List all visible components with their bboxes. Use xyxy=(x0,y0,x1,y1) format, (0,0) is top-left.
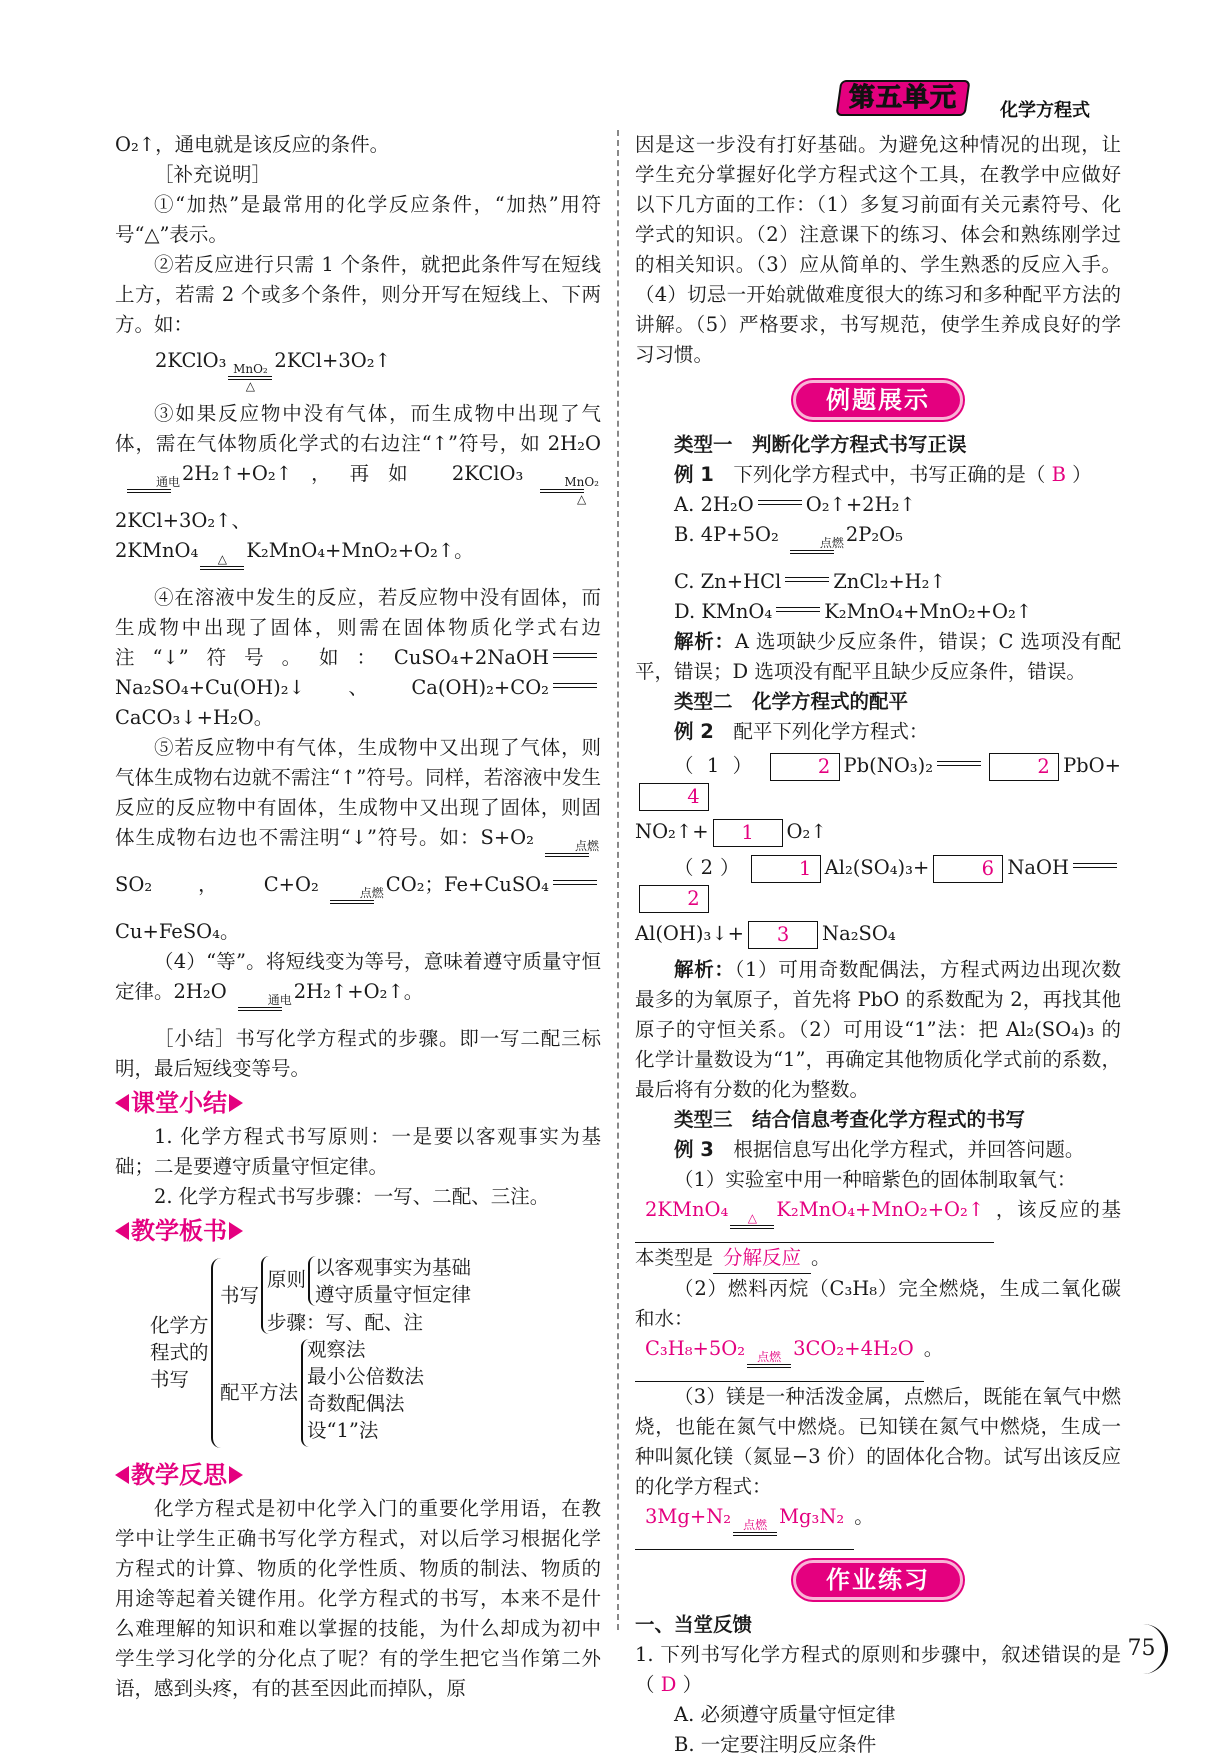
board-principle: 原则 xyxy=(267,1268,307,1291)
type-heading: 类型三 结合信息考查化学方程式的书写 xyxy=(674,1108,1026,1131)
text: Na₂SO₄+Cu(OH)₂↓、Ca(OH)₂+CO₂ xyxy=(115,676,549,699)
option: B. 一定要注明反应条件 xyxy=(674,1733,877,1756)
answer: D xyxy=(660,1673,677,1696)
text: 配平下列化学方程式： xyxy=(733,720,929,743)
reaction-condition: 点燃 xyxy=(733,1519,777,1549)
example-label: 例 3 xyxy=(674,1138,714,1161)
section-heading xyxy=(115,1458,601,1492)
text: 2H₂↑+O₂↑。 xyxy=(293,980,424,1003)
paragraph: O₂↑，通电就是该反应的条件。 xyxy=(115,133,390,156)
page-number: 75 xyxy=(1118,1624,1168,1674)
balance-line: （1） 2 Pb(NO₃)₂ 2 PbO+4 xyxy=(635,751,1121,811)
text: Cu+FeSO₄。 xyxy=(115,920,240,943)
unit-title: 化学方程式 xyxy=(1000,100,1090,121)
homework-heading: 一、当堂反馈 xyxy=(635,1613,753,1636)
example xyxy=(635,460,1121,490)
cond-top: MnO₂ xyxy=(233,362,268,376)
paragraph xyxy=(115,583,601,733)
text: ⑤若反应物中有气体，生成物中又出现了气体，则气体生成物右边就不需注“↑”符号。同样，若溶液中发生反应的反应物中有固体，生成物中又出现了固体，则固体生成物右边也不需注明“↓”符号。如：S+O₂ xyxy=(115,736,601,849)
section-heading xyxy=(115,1214,601,1248)
answer-box: 1 xyxy=(713,819,783,847)
answer-box: 2 xyxy=(639,885,709,913)
equation xyxy=(115,346,601,393)
eq-reactant: 2KClO₃ xyxy=(155,349,227,372)
balance-line: NO₂↑+ 1 O₂↑ xyxy=(635,817,1121,847)
answer-box: 2 xyxy=(989,753,1059,781)
reaction-condition xyxy=(229,994,292,1024)
reaction-condition xyxy=(321,887,384,917)
unit-badge xyxy=(835,80,970,116)
cond-top: 点燃 xyxy=(574,839,599,853)
paragraph: ②若反应进行只需 1 个条件，就把此条件写在短线上方，若需 2 个或多个条件，则分开写在短线上、下两方。如： xyxy=(115,253,601,336)
answer-line: 2KMnO₄ △ K₂MnO₄+MnO₂+O₂↑ ，该反应的基本类型是 分解反应 。 xyxy=(635,1195,1121,1274)
text: CaCO₃↓+H₂O。 xyxy=(115,706,274,729)
option: A. 2H₂O O₂↑+2H₂↑ xyxy=(674,493,916,516)
paragraph xyxy=(115,536,601,583)
cond-bottom: △ xyxy=(577,492,587,506)
answer-line: C₃H₈+5O₂ 点燃 3CO₂+4H₂O 。 xyxy=(635,1334,1121,1382)
text: CO₂；Fe+CuSO₄ xyxy=(385,873,549,896)
text: 2KMnO₄ xyxy=(115,539,199,562)
answer-equation: 3Mg+N₂ 点燃 Mg₃N₂ xyxy=(635,1502,854,1550)
reaction-condition: 点燃 xyxy=(747,1351,791,1381)
paragraph: 1. 化学方程式书写原则：一是要以客观事实为基础；二是要遵守质量守恒定律。 xyxy=(115,1125,601,1178)
question: （1）实验室中用一种暗紫色的固体制取氧气： xyxy=(674,1168,1077,1191)
supplement-label: ［补充说明］ xyxy=(154,163,272,186)
analysis-label: 解析： xyxy=(674,630,735,653)
reaction-condition xyxy=(525,476,599,506)
paragraph: ①“加热”是最常用的化学反应条件，“加热”用符号“△”表示。 xyxy=(115,193,601,246)
board-outline xyxy=(115,1254,601,1454)
paragraph: 化学方程式是初中化学入门的重要化学用语，在教学中让学生正确书写化学方程式，对以后学习根据化学方程式的计算、物质的化学性质、物质的制法、物质的用途等起着关键作用。化学方程式的书写，本来不是什么难理解的知识和难以掌握的技能，为什么却成为初中学生学习化学的分化点了呢？有的学生把它当作第二外语，感到头疼，有的甚至因此而掉队，原 xyxy=(115,1497,601,1700)
example xyxy=(635,717,1121,747)
option: D. KMnO₄ K₂MnO₄+MnO₂+O₂↑ xyxy=(674,600,1033,623)
answer-line: 3Mg+N₂ 点燃 Mg₃N₂ 。 xyxy=(635,1502,1121,1550)
text: 2KCl+3O₂↑、 xyxy=(115,509,251,532)
example-label: 例 2 xyxy=(674,720,714,743)
type-heading: 类型一 判断化学方程式书写正误 xyxy=(674,433,967,456)
board-balance: 配平方法 xyxy=(220,1381,299,1404)
paragraph xyxy=(115,733,601,947)
section-title: 教学板书 xyxy=(131,1217,227,1245)
text: ③如果反应物中没有气体，而生成物中出现了气体，需在气体物质化学式的右边注“↑”符号，如 2H₂O xyxy=(115,402,601,455)
section-heading xyxy=(115,1086,601,1120)
equal-sign xyxy=(785,577,829,582)
analysis xyxy=(635,627,1121,687)
board-write: 书写 xyxy=(220,1284,260,1307)
text: ） xyxy=(1072,463,1092,486)
text: SO₂，C+O₂ xyxy=(115,873,319,896)
balance-line: （2） 1 Al₂(SO₄)₃+ 6 NaOH2 xyxy=(635,853,1121,913)
right-column xyxy=(635,130,1121,1760)
option: B. 4P+5O₂ 点燃 2P₂O₅ xyxy=(635,520,1121,567)
paragraph xyxy=(115,399,601,536)
paragraph xyxy=(115,947,601,1024)
column-divider xyxy=(617,130,619,1630)
paragraph: 2. 化学方程式书写步骤：一写、二配、三注。 xyxy=(154,1185,550,1208)
question: （3）镁是一种活泼金属，点燃后，既能在氧气中燃烧，也能在氮气中燃烧。已知镁在氮气中燃烧，生成一种叫氮化镁（氮显−3 价）的固体化合物。试写出该反应的化学方程式： xyxy=(635,1385,1121,1498)
cond-top: 点燃 xyxy=(359,886,384,900)
banner-examples: 例题展示 xyxy=(793,380,963,420)
section-title: 教学反思 xyxy=(131,1461,227,1489)
text: A 选项缺少反应条件，错误；C 选项没有配平，错误；D 选项没有配平且缺少反应条件，错误。 xyxy=(635,630,1121,683)
eq-product: 2KCl+3O₂↑ xyxy=(274,349,391,372)
text: 下列化学方程式中，书写正确的是（ xyxy=(733,463,1046,486)
analysis xyxy=(635,955,1121,1105)
board-steps: 步骤：写、配、注 xyxy=(267,1311,424,1334)
board-m2: 最小公倍数法 xyxy=(307,1365,425,1388)
cond-top: 通电 xyxy=(156,475,181,489)
reaction-condition xyxy=(200,553,244,583)
board-m3: 奇数配偶法 xyxy=(307,1392,405,1415)
text: （4）“等”。将短线变为等号，意味着遵守质量守恒定律。2H₂O xyxy=(115,950,601,1003)
equal-sign xyxy=(937,761,981,766)
paragraph: ［小结］书写化学方程式的步骤。即一写二配三标明，最后短线变等号。 xyxy=(115,1027,601,1080)
answer-box: 4 xyxy=(639,783,709,811)
balance-line: Al(OH)₃↓+ 3 Na₂SO₄ xyxy=(635,919,1121,949)
text: （1）可用奇数配偶法，方程式两边出现次数最多的为氧原子，首先将 PbO 的系数配为 2，再找其他原子的守恒关系。（2）可用设“1”法：把 Al₂(SO₄)₃ 的化学计量数设为“1”，再确定其他物质化学式前的系数，最后将有分数的化为整数。 xyxy=(635,958,1121,1101)
board-p1: 以客观事实为基础 xyxy=(315,1256,472,1279)
board-m4: 设“1”法 xyxy=(307,1419,379,1442)
text: 根据信息写出化学方程式，并回答问题。 xyxy=(733,1138,1085,1161)
cond-top: △ xyxy=(217,552,227,566)
reaction-condition xyxy=(117,476,180,506)
reaction-condition xyxy=(228,363,272,393)
answer-equation: 2KMnO₄ △ K₂MnO₄+MnO₂+O₂↑ xyxy=(635,1195,994,1243)
reaction-condition: 点燃 xyxy=(781,537,844,567)
answer-box: 2 xyxy=(770,753,840,781)
unit-label: 第五单元 xyxy=(848,83,957,113)
board-m1: 观察法 xyxy=(307,1338,366,1361)
answer-box: 3 xyxy=(748,921,818,949)
option: C. Zn+HCl ZnCl₂+H₂↑ xyxy=(674,570,946,593)
option: A. 必须遵守质量守恒定律 xyxy=(674,1703,896,1726)
text: ④在溶液中发生的反应，若反应物中没有固体，而生成物中出现了固体，则需在固体物质化学式右边注“↓”符号。如：CuSO₄+2NaOH xyxy=(115,586,601,669)
equal-sign xyxy=(776,607,820,612)
answer-box: 1 xyxy=(751,855,821,883)
answer-box: 6 xyxy=(933,855,1003,883)
banner-homework: 作业练习 xyxy=(793,1560,963,1600)
reaction-condition: △ xyxy=(730,1212,774,1242)
left-column xyxy=(115,130,601,1704)
board-root: 化学方 程式的 书写 xyxy=(150,1314,209,1391)
cond-top: 通电 xyxy=(267,993,292,1007)
equal-sign xyxy=(553,683,597,688)
board-p2: 遵守质量守恒定律 xyxy=(315,1283,472,1306)
paragraph: 因是这一步没有打好基础。为避免这种情况的出现，让学生充分掌握好化学方程式这个工具，在教学中应做好以下几方面的工作：（1）多复习前面有关元素符号、化学式的知识。（2）注意课下的练习、体会和熟练刚学过的相关知识。（3）应从简单的、学生熟悉的反应入手。（4）切忌一开始就做难度很大的练习和多种配平方法的讲解。（5）严格要求，书写规范，使学生养成良好的学习习惯。 xyxy=(635,133,1121,366)
question: （2）燃料丙烷（C₃H₈）完全燃烧，生成二氧化碳和水： xyxy=(635,1277,1121,1330)
equal-sign xyxy=(553,880,597,885)
answer-type: 分解反应 xyxy=(713,1243,811,1274)
answer: B xyxy=(1051,463,1066,486)
analysis-label: 解析： xyxy=(674,958,735,981)
example xyxy=(635,1135,1121,1165)
homework-question: 1. 下列书写化学方程式的原则和步骤中，叙述错误的是（ D ） xyxy=(635,1643,1121,1696)
cond-top: MnO₂ xyxy=(564,475,599,489)
equal-sign xyxy=(1073,863,1117,868)
text: K₂MnO₄+MnO₂+O₂↑。 xyxy=(246,539,474,562)
cond-bottom: △ xyxy=(245,379,256,393)
type-heading: 类型二 化学方程式的配平 xyxy=(674,690,909,713)
section-title: 课堂小结 xyxy=(131,1089,227,1117)
answer-equation: C₃H₈+5O₂ 点燃 3CO₂+4H₂O xyxy=(635,1334,924,1382)
reaction-condition xyxy=(536,840,599,870)
equal-sign xyxy=(553,653,597,658)
text: 2H₂↑+O₂↑，再如 2KClO₃ xyxy=(182,462,524,485)
example-label: 例 1 xyxy=(674,463,714,486)
equal-sign xyxy=(758,500,802,505)
